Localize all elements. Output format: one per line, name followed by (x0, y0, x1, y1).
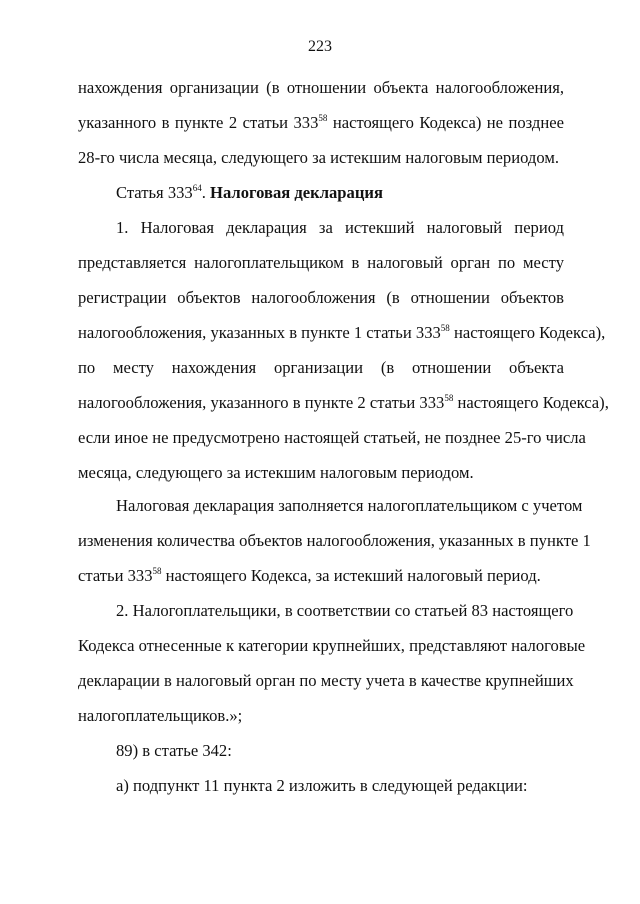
text-line (116, 216, 564, 240)
superscript-index: 58 (444, 393, 454, 403)
text-segment: статьи 333 (78, 566, 153, 585)
text-segment: Кодекса отнесенные к категории крупнейших, представляют налоговые (78, 636, 586, 655)
text-line (116, 739, 564, 763)
text-line (78, 391, 609, 415)
text-line (78, 529, 591, 553)
text-segment: а) подпункт 11 пункта 2 изложить в следующей редакции: (116, 776, 528, 795)
text-segment: настоящего Кодекса), (453, 393, 609, 412)
text-segment: декларации в налоговый орган по месту учета в качестве крупнейших (78, 671, 574, 690)
text-segment: 2. Налогоплательщики, в соответствии со статьей 83 настоящего (116, 601, 574, 620)
text-line (78, 76, 564, 100)
text-segment: 28-го числа месяца, следующего за истекшим налоговым периодом. (78, 148, 559, 167)
text-line (78, 146, 564, 170)
text-line (78, 704, 564, 728)
text-segment: настоящего Кодекса), (449, 323, 606, 342)
article-title: Налоговая декларация (210, 183, 383, 202)
text-line (78, 321, 606, 345)
text-line (78, 286, 564, 310)
text-line (78, 634, 586, 658)
superscript-index: 58 (152, 566, 162, 576)
text-line (78, 111, 564, 135)
text-segment: если иное не предусмотрено настоящей статьей, не позднее 25-го числа (78, 428, 586, 447)
text-segment: нахождения организации (в отношении объекта налогообложения, (78, 78, 564, 97)
text-line (78, 426, 586, 450)
text-segment: налогоплательщиков.»; (78, 706, 243, 725)
text-segment: настоящего Кодекса) не позднее (327, 113, 564, 132)
text-segment: Налоговая декларация заполняется налогоплательщиком с учетом (116, 496, 583, 515)
text-segment: налогообложения, указанного в пункте 2 статьи 333 (78, 393, 445, 412)
text-line (116, 774, 564, 798)
text-segment: налогообложения, указанных в пункте 1 статьи 333 (78, 323, 441, 342)
text-segment: изменения количества объектов налогообложения, указанных в пункте 1 (78, 531, 591, 550)
text-line (78, 461, 564, 485)
text-segment: 89) в статье 342: (116, 741, 232, 760)
text-line (116, 599, 574, 623)
article-heading (116, 181, 564, 205)
text-line (78, 356, 564, 380)
text-segment: по месту нахождения организации (в отношении объекта (78, 358, 564, 377)
text-segment: . (201, 183, 211, 202)
text-segment: Статья 333 (116, 183, 193, 202)
superscript-index: 58 (318, 113, 328, 123)
text-segment: указанного в пункте 2 статьи 333 (78, 113, 319, 132)
text-segment: представляется налогоплательщиком в налоговый орган по месту (78, 253, 564, 272)
text-line (78, 669, 574, 693)
superscript-index: 64 (192, 183, 202, 193)
superscript-index: 58 (440, 323, 450, 333)
text-segment: настоящего Кодекса, за истекший налоговый период. (161, 566, 541, 585)
text-segment: месяца, следующего за истекшим налоговым периодом. (78, 463, 474, 482)
page-number: 223 (308, 38, 332, 55)
text-line (116, 494, 583, 518)
text-line (78, 251, 564, 275)
text-segment: 1. Налоговая декларация за истекший налоговый период (116, 218, 564, 237)
text-line (78, 564, 564, 588)
text-segment: регистрации объектов налогообложения (в отношении объектов (78, 288, 564, 307)
